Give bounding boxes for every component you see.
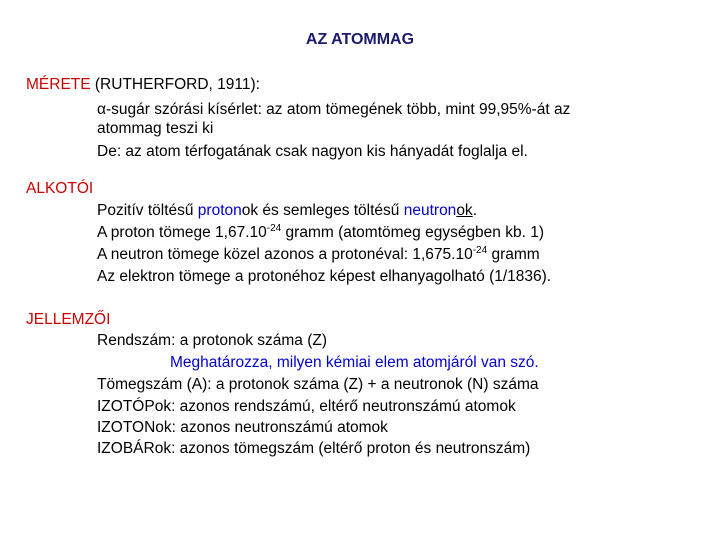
components-l3-a: A neutron tömege közel azonos a protonéval: 1,675.10 [97, 246, 473, 263]
components-line-1 [97, 201, 477, 220]
components-l1-d: . [472, 202, 477, 219]
components-l3-b: gramm [487, 246, 540, 263]
components-l2-b: gramm (atomtömeg egységben kb. 1) [281, 224, 544, 241]
size-line-1: α-sugár szórási kísérlet: az atom tömegének több, mint 99,95%-át az [97, 101, 571, 118]
components-l2-a: A proton tömege 1,67.10 [97, 224, 267, 241]
size-heading-rest: (RUTHERFORD, 1911): [90, 76, 260, 93]
exponent: -24 [472, 245, 488, 256]
properties-line-1: Rendszám: a protonok száma (Z) [97, 332, 328, 349]
page-title: AZ ATOMMAG [305, 31, 415, 48]
components-heading: ALKOTÓI [26, 180, 94, 197]
components-l1-a: Pozitív töltésű [97, 202, 198, 219]
exponent: -24 [266, 223, 282, 234]
neutron-word: neutron [403, 202, 457, 219]
size-heading-line [26, 75, 260, 94]
components-l1-b: ok és semleges töltésű [241, 202, 404, 219]
properties-line-5: IZOTONok: azonos neutronszámú atomok [97, 419, 388, 436]
properties-heading: JELLEMZŐI [26, 311, 111, 328]
size-heading: MÉRETE [26, 76, 91, 93]
properties-line-3: Tömegszám (A): a protonok száma (Z) + a neutronok (N) száma [97, 376, 539, 393]
properties-line-2: Meghatározza, milyen kémiai elem atomjáról van szó. [170, 354, 539, 371]
components-line-4: Az elektron tömege a protonéhoz képest elhanyagolható (1/1836). [97, 268, 552, 285]
properties-line-6: IZOBÁRok: azonos tömegszám (eltérő proton és neutronszám) [97, 440, 531, 457]
components-line-2 [97, 223, 544, 242]
components-line-3 [97, 245, 540, 264]
components-l1-c: ok [456, 202, 473, 219]
size-line-2: atommag teszi ki [97, 120, 214, 137]
properties-line-4: IZOTÓPok: azonos rendszámú, eltérő neutronszámú atomok [97, 398, 516, 415]
proton-word: proton [197, 202, 242, 219]
size-line-3: De: az atom térfogatának csak nagyon kis hányadát foglalja el. [97, 143, 528, 160]
